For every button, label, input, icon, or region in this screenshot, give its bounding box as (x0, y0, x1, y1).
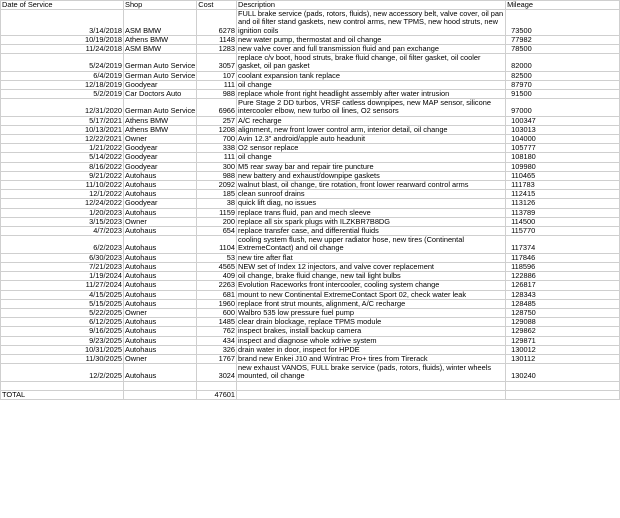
description-cell[interactable]: Avin 12.3" android/apple auto headunit (237, 135, 506, 144)
shop-cell[interactable]: Autohaus (124, 253, 197, 262)
table-row (1, 54, 620, 71)
table-row (1, 45, 620, 54)
description-cell[interactable]: new exhaust VANOS, FULL brake service (pads, rotors, fluids), winter wheels mounted, oil change (237, 364, 506, 381)
table-row (1, 35, 620, 44)
shop-cell[interactable]: Goodyear (124, 162, 197, 171)
table-row (1, 281, 620, 290)
cost-cell[interactable]: 1148 (197, 35, 237, 44)
cost-cell[interactable]: 107 (197, 71, 237, 80)
header-description[interactable]: Description (237, 1, 506, 10)
cell[interactable] (1, 381, 124, 390)
cost-cell[interactable]: 1485 (197, 318, 237, 327)
cost-cell[interactable]: 6278 (197, 10, 237, 36)
cost-cell[interactable]: 762 (197, 327, 237, 336)
table-row (1, 181, 620, 190)
date-cell[interactable]: 6/2/2023 (1, 236, 124, 253)
description-cell[interactable]: A/C recharge (237, 116, 506, 125)
cost-cell[interactable]: 185 (197, 190, 237, 199)
description-cell[interactable]: mount to new Continental ExtremeContact Sport 02, check water leak (237, 290, 506, 299)
cell[interactable] (506, 381, 620, 390)
table-row (1, 308, 620, 317)
description-cell[interactable]: oil change (237, 153, 506, 162)
shop-cell[interactable]: German Auto Service (124, 99, 197, 116)
cost-cell[interactable]: 326 (197, 345, 237, 354)
mileage-cell[interactable]: 108180 (506, 153, 620, 162)
mileage-cell[interactable]: 91500 (506, 90, 620, 99)
date-cell[interactable]: 5/17/2021 (1, 116, 124, 125)
table-row (1, 10, 620, 36)
mileage-cell[interactable]: 122886 (506, 272, 620, 281)
date-cell[interactable]: 8/16/2022 (1, 162, 124, 171)
table-row (1, 253, 620, 262)
cost-cell[interactable]: 700 (197, 135, 237, 144)
description-cell[interactable]: drain water in door, inspect for HPDE (237, 345, 506, 354)
total-row (1, 390, 620, 399)
cost-cell[interactable]: 257 (197, 116, 237, 125)
shop-cell[interactable]: Autohaus (124, 345, 197, 354)
table-row (1, 71, 620, 80)
date-cell[interactable]: 1/20/2023 (1, 208, 124, 217)
mileage-cell[interactable]: 97000 (506, 99, 620, 116)
date-cell[interactable]: 6/4/2019 (1, 71, 124, 80)
description-cell[interactable]: inspect and diagnose whole xdrive system (237, 336, 506, 345)
date-cell[interactable]: 5/2/2019 (1, 90, 124, 99)
date-cell[interactable]: 6/12/2025 (1, 318, 124, 327)
shop-cell[interactable]: Autohaus (124, 190, 197, 199)
mileage-cell[interactable]: 78500 (506, 45, 620, 54)
shop-cell[interactable]: Autohaus (124, 336, 197, 345)
description-cell[interactable]: replace all six spark plugs with ILZKBR7B8DG (237, 217, 506, 226)
mileage-cell[interactable]: 109980 (506, 162, 620, 171)
shop-cell[interactable]: Autohaus (124, 290, 197, 299)
mileage-cell[interactable]: 130112 (506, 354, 620, 363)
cell[interactable] (237, 390, 506, 399)
table-row (1, 190, 620, 199)
cost-cell[interactable]: 654 (197, 227, 237, 236)
cost-cell[interactable]: 1208 (197, 125, 237, 134)
date-cell[interactable]: 11/24/2018 (1, 45, 124, 54)
cost-cell[interactable]: 1159 (197, 208, 237, 217)
description-cell[interactable]: Walbro 535 low pressure fuel pump (237, 308, 506, 317)
mileage-cell[interactable]: 118596 (506, 262, 620, 271)
description-cell[interactable]: alignment, new front lower control arm, interior detail, oil change (237, 125, 506, 134)
shop-cell[interactable]: Autohaus (124, 262, 197, 271)
mileage-cell[interactable]: 129862 (506, 327, 620, 336)
mileage-cell[interactable]: 115770 (506, 227, 620, 236)
date-cell[interactable]: 6/30/2023 (1, 253, 124, 262)
date-cell[interactable]: 4/15/2025 (1, 290, 124, 299)
table-row (1, 199, 620, 208)
mileage-cell[interactable]: 110465 (506, 171, 620, 180)
date-cell[interactable]: 12/24/2022 (1, 199, 124, 208)
table-row (1, 99, 620, 116)
date-cell[interactable]: 9/16/2025 (1, 327, 124, 336)
cost-cell[interactable]: 1767 (197, 354, 237, 363)
shop-cell[interactable]: Autohaus (124, 171, 197, 180)
mileage-cell[interactable]: 100347 (506, 116, 620, 125)
cost-cell[interactable]: 300 (197, 162, 237, 171)
table-row (1, 116, 620, 125)
shop-cell[interactable]: Autohaus (124, 299, 197, 308)
description-cell[interactable]: coolant expansion tank replace (237, 71, 506, 80)
description-cell[interactable]: inspect brakes, install backup camera (237, 327, 506, 336)
shop-cell[interactable]: Athens BMW (124, 116, 197, 125)
cost-cell[interactable]: 338 (197, 144, 237, 153)
shop-cell[interactable]: Autohaus (124, 181, 197, 190)
mileage-cell[interactable]: 128343 (506, 290, 620, 299)
cost-cell[interactable]: 111 (197, 80, 237, 89)
shop-cell[interactable]: Autohaus (124, 272, 197, 281)
shop-cell[interactable]: Autohaus (124, 327, 197, 336)
cost-cell[interactable]: 1283 (197, 45, 237, 54)
shop-cell[interactable]: Athens BMW (124, 35, 197, 44)
shop-cell[interactable]: ASM BMW (124, 45, 197, 54)
cost-cell[interactable]: 409 (197, 272, 237, 281)
description-cell[interactable]: clean sunroof drains (237, 190, 506, 199)
service-rows (1, 10, 620, 381)
blank-row (1, 381, 620, 390)
shop-cell[interactable]: Autohaus (124, 318, 197, 327)
shop-cell[interactable]: Goodyear (124, 199, 197, 208)
table-row (1, 364, 620, 381)
header-date-of-service[interactable]: Date of Service (1, 1, 124, 10)
cell[interactable] (124, 381, 197, 390)
date-cell[interactable]: 12/1/2022 (1, 190, 124, 199)
date-cell[interactable]: 12/18/2019 (1, 80, 124, 89)
date-cell[interactable]: 10/13/2021 (1, 125, 124, 134)
shop-cell[interactable]: Autohaus (124, 281, 197, 290)
cell[interactable] (124, 390, 197, 399)
shop-cell[interactable]: German Auto Service (125, 71, 196, 80)
cost-cell[interactable]: 200 (197, 217, 237, 226)
cost-cell[interactable]: 53 (197, 253, 237, 262)
description-cell[interactable]: Evolution Raceworks front intercooler, cooling system change (237, 281, 506, 290)
table-row (1, 318, 620, 327)
header-mileage[interactable]: Mileage (506, 1, 620, 10)
date-cell[interactable]: 5/15/2025 (1, 299, 124, 308)
date-cell[interactable]: 9/21/2022 (1, 171, 124, 180)
mileage-cell[interactable]: 129088 (506, 318, 620, 327)
description-cell[interactable]: walnut blast, oil change, tire rotation, front lower rearward control arms (237, 181, 506, 190)
shop-cell[interactable]: Autohaus (124, 364, 197, 381)
table-row (1, 162, 620, 171)
table-row (1, 354, 620, 363)
shop-cell[interactable]: ASM BMW (124, 10, 197, 36)
cost-cell[interactable]: 2092 (197, 181, 237, 190)
date-cell[interactable]: 9/23/2025 (1, 336, 124, 345)
date-cell[interactable]: 5/14/2022 (1, 153, 124, 162)
cost-cell[interactable]: 600 (197, 308, 237, 317)
mileage-cell[interactable]: 113126 (506, 199, 620, 208)
date-cell[interactable]: 1/19/2024 (1, 272, 124, 281)
shop-cell[interactable]: Autohaus (124, 236, 197, 253)
description-cell[interactable]: new water pump, thermostat and oil change (237, 35, 506, 44)
shop-cell[interactable]: Owner (124, 354, 197, 363)
date-cell[interactable]: 7/21/2023 (1, 262, 124, 271)
date-cell[interactable]: 5/24/2019 (1, 54, 124, 71)
table-row (1, 290, 620, 299)
mileage-cell[interactable]: 82000 (506, 54, 620, 71)
header-shop[interactable]: Shop (124, 1, 197, 10)
description-cell[interactable]: new valve cover and full transmission fluid and pan exchange (237, 45, 506, 54)
cost-cell[interactable]: 111 (197, 153, 237, 162)
table-row (1, 272, 620, 281)
description-cell[interactable]: new battery and exhaust/downpipe gaskets (237, 171, 506, 180)
mileage-cell[interactable]: 128485 (506, 299, 620, 308)
table-row (1, 171, 620, 180)
cost-cell[interactable]: 988 (197, 90, 237, 99)
mileage-cell[interactable]: 105777 (506, 144, 620, 153)
mileage-cell[interactable]: 117846 (506, 253, 620, 262)
table-row (1, 236, 620, 253)
shop-cell[interactable]: Owner (124, 308, 197, 317)
total-cost[interactable]: 47601 (197, 390, 237, 399)
cost-cell[interactable]: 1104 (197, 236, 237, 253)
cell[interactable] (237, 381, 506, 390)
cost-cell[interactable]: 2263 (197, 281, 237, 290)
description-cell[interactable]: replace trans fluid, pan and mech sleeve (237, 208, 506, 217)
description-cell[interactable]: quick lift diag, no issues (237, 199, 506, 208)
date-cell[interactable]: 10/19/2018 (1, 35, 124, 44)
description-cell[interactable]: clear drain blockage, replace TPMS module (237, 318, 506, 327)
total-label[interactable]: TOTAL (1, 390, 124, 399)
description-cell[interactable]: oil change (237, 80, 506, 89)
table-row (1, 336, 620, 345)
description-cell[interactable]: brand new Enkei J10 and Wintrac Pro+ tires from Tirerack (237, 354, 506, 363)
mileage-cell[interactable]: 126817 (506, 281, 620, 290)
shop-cell[interactable]: Owner (124, 217, 197, 226)
date-cell[interactable]: 10/31/2025 (1, 345, 124, 354)
table-row (1, 208, 620, 217)
table-row (1, 153, 620, 162)
description-cell[interactable]: new tire after flat (237, 253, 506, 262)
cell[interactable] (506, 390, 620, 399)
table-row (1, 90, 620, 99)
description-cell[interactable]: replace whole front right headlight assembly after water intrusion (237, 90, 506, 99)
date-cell[interactable]: 12/2/2025 (1, 364, 124, 381)
description-cell[interactable]: replace c/v boot, hood struts, brake fluid change, oil filter gasket, oil cooler gasket, oil pan gasket (237, 54, 506, 71)
mileage-cell[interactable]: 103013 (506, 125, 620, 134)
mileage-cell[interactable]: 117374 (506, 236, 620, 253)
description-cell[interactable]: cooling system flush, new upper radiator hose, new tires (Continental ExtremeContact) and oil change (237, 236, 506, 253)
cell[interactable] (197, 381, 237, 390)
date-cell[interactable]: 4/7/2023 (1, 227, 124, 236)
mileage-cell[interactable]: 130012 (506, 345, 620, 354)
table-row (1, 262, 620, 271)
mileage-cell[interactable]: 114500 (506, 217, 620, 226)
date-cell[interactable]: 5/22/2025 (1, 308, 124, 317)
table-row (1, 125, 620, 134)
table-row (1, 299, 620, 308)
cost-cell[interactable]: 38 (197, 199, 237, 208)
date-cell[interactable]: 1/21/2022 (1, 144, 124, 153)
mileage-cell[interactable]: 77982 (506, 35, 620, 44)
cost-cell[interactable]: 4565 (197, 262, 237, 271)
mileage-cell[interactable]: 128750 (506, 308, 620, 317)
shop-cell[interactable]: German Auto Service (124, 54, 197, 71)
header-cost[interactable]: Cost (197, 1, 237, 10)
cost-cell[interactable]: 988 (197, 171, 237, 180)
shop-cell[interactable]: Car Doctors Auto (124, 90, 197, 99)
description-cell[interactable]: Pure Stage 2 DD turbos, VRSF catless downpipes, new MAP sensor, silicone intercooler elbow, new turbo oil lines, O2 sensors (237, 99, 506, 116)
cost-cell[interactable]: 3024 (197, 364, 237, 381)
mileage-cell[interactable]: 111783 (506, 181, 620, 190)
mileage-cell[interactable]: 82500 (506, 71, 620, 80)
cost-cell[interactable]: 681 (197, 290, 237, 299)
shop-cell[interactable]: Goodyear (124, 80, 197, 89)
description-cell[interactable]: replace front strut mounts, alignment, A/C recharge (237, 299, 506, 308)
cost-cell[interactable]: 434 (197, 336, 237, 345)
cost-cell[interactable]: 6966 (197, 99, 237, 116)
cost-cell[interactable]: 1960 (197, 299, 237, 308)
date-cell[interactable]: 12/31/2020 (1, 99, 124, 116)
table-row (1, 345, 620, 354)
shop-cell[interactable]: Athens BMW (124, 125, 197, 134)
date-cell[interactable]: 3/14/2018 (1, 10, 124, 36)
date-cell[interactable]: 11/30/2025 (1, 354, 124, 363)
table-row (1, 144, 620, 153)
description-cell[interactable]: replace transfer case, and differential fluids (237, 227, 506, 236)
shop-cell[interactable]: Goodyear (124, 144, 197, 153)
table-row (1, 217, 620, 226)
mileage-cell[interactable]: 113789 (506, 208, 620, 217)
mileage-cell[interactable]: 73500 (506, 10, 620, 36)
date-cell[interactable]: 11/10/2022 (1, 181, 124, 190)
date-cell[interactable]: 11/27/2024 (1, 281, 124, 290)
table-row (1, 80, 620, 89)
mileage-cell[interactable]: 87970 (506, 80, 620, 89)
shop-cell[interactable]: Autohaus (124, 227, 197, 236)
description-cell[interactable]: oil change, brake fluid change, new tail light bulbs (237, 272, 506, 281)
shop-cell[interactable]: Goodyear (124, 153, 197, 162)
mileage-cell[interactable]: 129871 (506, 336, 620, 345)
description-cell[interactable]: M5 rear sway bar and repair tire puncture (237, 162, 506, 171)
shop-cell[interactable]: Owner (124, 135, 197, 144)
table-row (1, 327, 620, 336)
date-cell[interactable]: 12/22/2021 (1, 135, 124, 144)
description-cell[interactable]: O2 sensor replace (237, 144, 506, 153)
table-row (1, 227, 620, 236)
table-row (1, 135, 620, 144)
cost-cell[interactable]: 3057 (197, 54, 237, 71)
date-cell[interactable]: 3/15/2023 (1, 217, 124, 226)
mileage-cell[interactable]: 104000 (506, 135, 620, 144)
description-cell[interactable]: FULL brake service (pads, rotors, fluids), new accessory belt, valve cover, oil pan and oil filter stand gaskets, new control arms, new TPMS, new hood struts, new ignition coils (237, 10, 506, 36)
shop-cell[interactable]: Autohaus (124, 208, 197, 217)
description-cell[interactable]: NEW set of Index 12 injectors, and valve cover replacement (237, 262, 506, 271)
mileage-cell[interactable]: 112415 (506, 190, 620, 199)
header-row (1, 1, 620, 10)
mileage-cell[interactable]: 130240 (506, 364, 620, 381)
